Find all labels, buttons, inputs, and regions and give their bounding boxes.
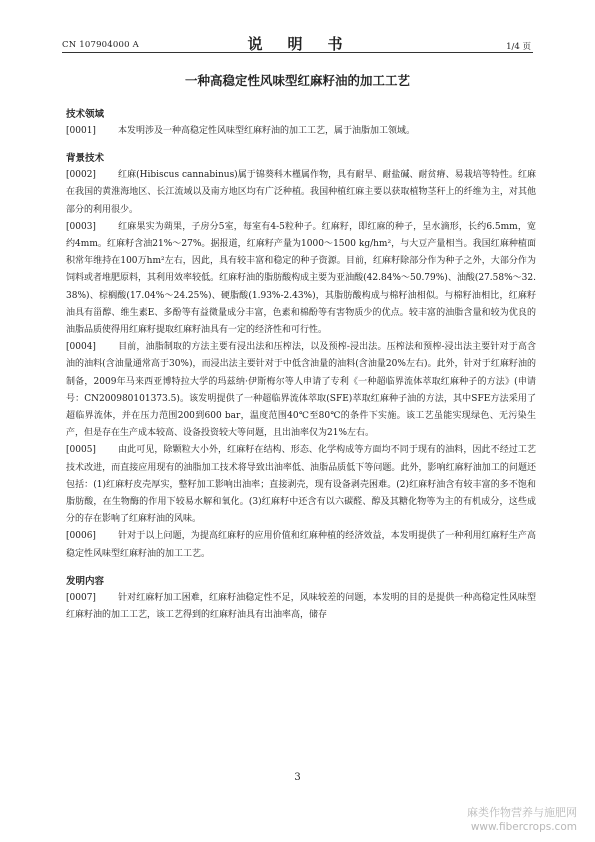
page-info: 1/4 页 [506,42,531,52]
paragraph-id: [0001] [66,126,96,136]
paragraph [66,219,536,339]
paragraph [66,167,536,219]
site-watermark [467,806,577,834]
paragraph [66,123,536,140]
paragraph-id: [0004] [66,342,96,353]
paragraph-text: 针对红麻籽加工困难，红麻籽油稳定性不足，风味较差的问题，本发明的目的是提供一种高稳定性风味型红麻籽油的加工工艺，该工艺得到的红麻籽油具有出油率高，储存 [66,592,536,621]
section-heading: 背景技术 [66,153,105,165]
section-background [66,150,536,563]
paragraph-text: 目前，油脂制取的方法主要有浸出法和压榨法，以及预榨-浸出法。压榨法和预榨-浸出法主要针对于高含油的油料(含油量通常高于30%)，而浸出法主要针对于中低含油量的油料(含油量20%左右)。此外，针对于红麻籽油的制备，2009年马来西亚博特拉大学的玛兹纳·伊斯梅尔等人申请了专利《一种超临界流体萃取红麻种子的方法》(申请号：CN200980101373.5)。该发明提供了一种超临界流体萃取(SFE)萃取红麻种子油的方法，其中SFE方法采用了超临界流体，并在压力范围200到600 bar，温度范围40℃至80℃的条件下实施。该工艺虽能实现绿色、无污染生产，但是存在生产成本较高、设备投资较大等问题，且出油率仅为21%左右。 [66,342,536,439]
paragraph [66,339,536,442]
section-summary [66,573,536,624]
paragraph [66,590,536,624]
watermark-title: 麻类作物营养与施肥网 [467,806,577,819]
paragraph-text: 红麻(Hibiscus cannabinus)属于锦葵科木槿属作物，具有耐旱、耐盐碱、耐贫瘠、易栽培等特性。红麻在我国的黄淮海地区、长江流域以及南方地区均有广泛种植。我国种植红麻主要以获取植物茎秆上的纤维为主，对其他部分的利用很少。 [66,170,536,215]
paragraph-id: [0002] [66,170,96,181]
paragraph-id: [0003] [66,221,96,232]
paragraph-text: 由此可见，除颗粒大小外，红麻籽在结构、形态、化学构成等方面均不同于现有的油料，因此不经过工艺技术改进，而直接应用现有的油脂加工技术将导致出油率低、油脂品质低下等问题。此外，影响红麻籽油加工的问题还包括：(1)红麻籽皮壳厚实，整籽加工影响出油率；直接剥壳，现有设备剥壳困难。(2)红麻籽油含有较丰富的多不饱和脂肪酸，在生物酶的作用下较易水解和氧化。(3)红麻籽中还含有以六碳醛、醇及其糖化物等为主的有机成分，这些成分的存在影响了红麻籽油的风味。 [66,445,536,525]
paragraph-text: 红麻果实为蒴果，子房分5室，每室有4-5粒种子。红麻籽，即红麻的种子，呈水滴形，长约6.5mm，宽约4mm。红麻籽含油21%～27%。据报道，红麻籽产量为1000～1500 kg/hm²，与大豆产量相当。我国红麻种植面积常年维持在100万hm²左右，因此，具有较丰富和稳定的种子资源。目前，红麻籽除部分作为种子之外，大部分作为饲料或者堆肥原料，其利用效率较低。红麻籽油的脂肪酸构成主要为亚油酸(42.84%～50.79%)、油酸(27.58%～32.38%)、棕榈酸(17.04%～24.25%)、硬脂酸(1.93%-2.43%)，其脂肪酸构成与棉籽油相似。与棉籽油相比，红麻籽油具有甾醇、维生素E、多酚等有益微量成分丰富，色素和棉酚等有害物质少的优点。较丰富的油脂含量和较为优良的油脂品质使得用红麻籽提取红麻籽油具有一定的经济性和可行性。 [66,221,536,336]
document-body [66,106,536,624]
section-technical-field [66,106,536,140]
paragraph-text: 本发明涉及一种高稳定性风味型红麻籽油的加工工艺，属于油脂加工领域。 [118,126,416,136]
paragraph [66,442,536,528]
document-title: 一种高稳定性风味型红麻籽油的加工工艺 [184,73,410,88]
watermark-url: www.fibercrops.com [470,821,577,833]
header-divider [62,52,533,53]
page-number: 3 [294,772,301,783]
paragraph-text: 针对于以上问题，为提高红麻籽的应用价值和红麻种植的经济效益，本发明提供了一种利用红麻籽生产高稳定性风味型红麻籽油的加工工艺。 [66,531,536,559]
section-heading: 发明内容 [66,575,105,587]
paragraph-id: [0006] [66,531,96,542]
section-heading: 技术领域 [66,109,105,120]
document-type-heading: 说 明 书 [247,35,348,53]
paragraph-id: [0007] [66,592,96,603]
patent-number: CN 107904000 A [62,40,139,50]
paragraph-id: [0005] [66,445,96,456]
paragraph [66,528,536,562]
